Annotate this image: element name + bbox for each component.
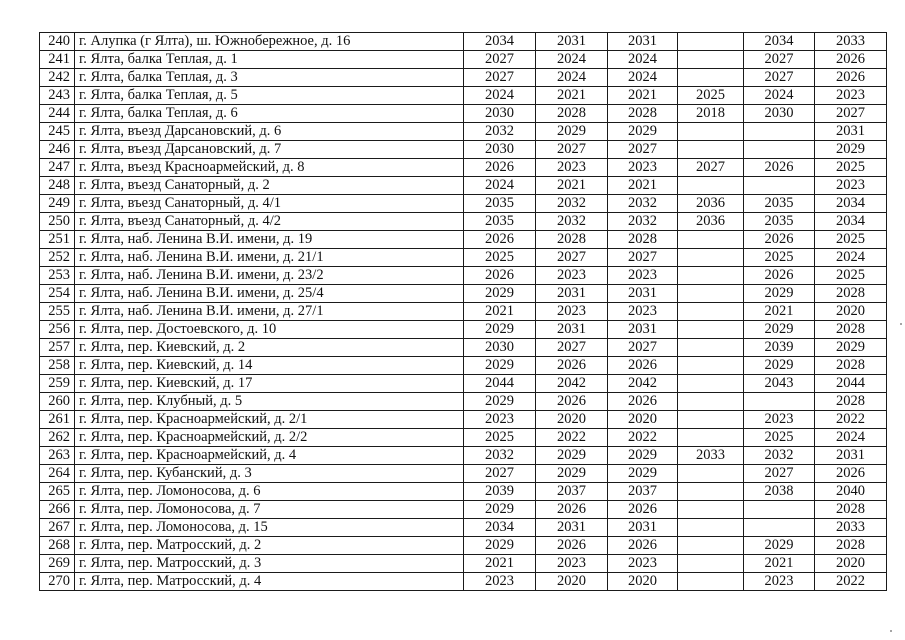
- cell-year-5: 2027: [744, 465, 815, 483]
- table-row: [40, 375, 887, 393]
- cell-year-5: [744, 123, 815, 141]
- cell-year-6: 2033: [815, 33, 887, 51]
- cell-year-6: 2024: [815, 429, 887, 447]
- cell-year-2: 2028: [536, 105, 608, 123]
- cell-row-number: 245: [40, 123, 75, 141]
- cell-address: г. Ялта, пер. Матросский, д. 3: [75, 555, 464, 573]
- cell-address: г. Ялта, балка Теплая, д. 6: [75, 105, 464, 123]
- cell-year-1: 2027: [464, 465, 536, 483]
- cell-year-3: 2023: [608, 159, 678, 177]
- cell-year-2: 2031: [536, 321, 608, 339]
- cell-year-5: [744, 393, 815, 411]
- table-row: [40, 447, 887, 465]
- scan-speck: [900, 323, 902, 325]
- cell-year-2: 2026: [536, 357, 608, 375]
- cell-year-3: 2028: [608, 105, 678, 123]
- cell-address: г. Ялта, въезд Дарсановский, д. 7: [75, 141, 464, 159]
- cell-year-4: [678, 33, 744, 51]
- cell-year-3: 2027: [608, 339, 678, 357]
- cell-year-1: 2029: [464, 393, 536, 411]
- cell-row-number: 251: [40, 231, 75, 249]
- cell-row-number: 242: [40, 69, 75, 87]
- cell-year-4: 2036: [678, 213, 744, 231]
- cell-year-6: 2024: [815, 249, 887, 267]
- cell-year-2: 2037: [536, 483, 608, 501]
- cell-year-4: 2018: [678, 105, 744, 123]
- cell-year-4: [678, 141, 744, 159]
- table-row: [40, 213, 887, 231]
- cell-address: г. Ялта, пер. Ломоносова, д. 15: [75, 519, 464, 537]
- cell-year-6: 2028: [815, 357, 887, 375]
- cell-year-3: 2029: [608, 447, 678, 465]
- cell-year-2: 2021: [536, 177, 608, 195]
- cell-year-6: 2022: [815, 573, 887, 591]
- cell-year-4: [678, 375, 744, 393]
- cell-year-6: 2028: [815, 285, 887, 303]
- cell-year-1: 2029: [464, 321, 536, 339]
- cell-year-3: 2020: [608, 573, 678, 591]
- cell-year-1: 2025: [464, 249, 536, 267]
- cell-year-4: [678, 357, 744, 375]
- cell-address: г. Ялта, въезд Санаторный, д. 4/1: [75, 195, 464, 213]
- table-row: [40, 573, 887, 591]
- table-row: [40, 393, 887, 411]
- cell-year-6: 2028: [815, 393, 887, 411]
- cell-year-4: [678, 69, 744, 87]
- cell-address: г. Ялта, въезд Санаторный, д. 4/2: [75, 213, 464, 231]
- cell-year-6: 2034: [815, 195, 887, 213]
- cell-row-number: 267: [40, 519, 75, 537]
- cell-year-4: [678, 123, 744, 141]
- cell-year-3: 2023: [608, 303, 678, 321]
- cell-year-1: 2023: [464, 411, 536, 429]
- cell-address: г. Ялта, пер. Киевский, д. 17: [75, 375, 464, 393]
- cell-year-4: [678, 303, 744, 321]
- cell-address: г. Ялта, въезд Санаторный, д. 2: [75, 177, 464, 195]
- cell-year-2: 2028: [536, 231, 608, 249]
- table-row: [40, 177, 887, 195]
- cell-year-2: 2029: [536, 447, 608, 465]
- cell-year-5: 2025: [744, 429, 815, 447]
- table-row: [40, 141, 887, 159]
- cell-year-2: 2023: [536, 303, 608, 321]
- cell-year-1: 2032: [464, 123, 536, 141]
- cell-year-2: 2023: [536, 159, 608, 177]
- cell-address: г. Ялта, пер. Достоевского, д. 10: [75, 321, 464, 339]
- cell-year-6: 2031: [815, 123, 887, 141]
- table-row: [40, 159, 887, 177]
- scan-speck: [890, 630, 892, 632]
- cell-row-number: 250: [40, 213, 75, 231]
- cell-year-1: 2029: [464, 357, 536, 375]
- cell-year-3: 2042: [608, 375, 678, 393]
- cell-year-3: 2026: [608, 393, 678, 411]
- cell-row-number: 256: [40, 321, 75, 339]
- table-row: [40, 321, 887, 339]
- cell-year-3: 2021: [608, 87, 678, 105]
- cell-address: г. Ялта, въезд Красноармейский, д. 8: [75, 159, 464, 177]
- table-row: [40, 501, 887, 519]
- cell-year-3: 2031: [608, 321, 678, 339]
- cell-address: г. Ялта, пер. Красноармейский, д. 2/2: [75, 429, 464, 447]
- cell-year-2: 2031: [536, 519, 608, 537]
- cell-year-4: [678, 177, 744, 195]
- cell-year-2: 2026: [536, 537, 608, 555]
- cell-year-4: [678, 339, 744, 357]
- cell-year-6: 2023: [815, 87, 887, 105]
- cell-row-number: 254: [40, 285, 75, 303]
- cell-year-4: 2033: [678, 447, 744, 465]
- cell-year-2: 2020: [536, 411, 608, 429]
- table-row: [40, 105, 887, 123]
- cell-year-4: [678, 249, 744, 267]
- cell-address: г. Ялта, наб. Ленина В.И. имени, д. 27/1: [75, 303, 464, 321]
- cell-year-6: 2020: [815, 303, 887, 321]
- cell-year-2: 2027: [536, 339, 608, 357]
- cell-year-6: 2044: [815, 375, 887, 393]
- cell-year-6: 2034: [815, 213, 887, 231]
- cell-year-4: 2036: [678, 195, 744, 213]
- cell-address: г. Ялта, балка Теплая, д. 1: [75, 51, 464, 69]
- cell-year-6: 2026: [815, 51, 887, 69]
- cell-year-5: [744, 177, 815, 195]
- cell-year-4: [678, 483, 744, 501]
- cell-year-1: 2021: [464, 303, 536, 321]
- cell-year-1: 2026: [464, 267, 536, 285]
- cell-row-number: 257: [40, 339, 75, 357]
- table-row: [40, 465, 887, 483]
- cell-year-1: 2029: [464, 537, 536, 555]
- cell-year-1: 2029: [464, 501, 536, 519]
- cell-year-2: 2026: [536, 501, 608, 519]
- table-row: [40, 555, 887, 573]
- cell-year-5: 2029: [744, 537, 815, 555]
- cell-year-1: 2039: [464, 483, 536, 501]
- cell-year-1: 2027: [464, 51, 536, 69]
- cell-year-1: 2026: [464, 159, 536, 177]
- cell-year-2: 2027: [536, 249, 608, 267]
- cell-row-number: 266: [40, 501, 75, 519]
- cell-address: г. Ялта, пер. Матросский, д. 2: [75, 537, 464, 555]
- cell-year-2: 2029: [536, 123, 608, 141]
- cell-year-6: 2033: [815, 519, 887, 537]
- cell-year-2: 2042: [536, 375, 608, 393]
- cell-year-6: 2026: [815, 465, 887, 483]
- cell-year-4: [678, 285, 744, 303]
- cell-year-2: 2024: [536, 51, 608, 69]
- table-row: [40, 339, 887, 357]
- cell-year-3: 2022: [608, 429, 678, 447]
- cell-year-4: [678, 411, 744, 429]
- cell-row-number: 260: [40, 393, 75, 411]
- cell-year-3: 2026: [608, 537, 678, 555]
- cell-year-3: 2023: [608, 555, 678, 573]
- cell-year-5: 2035: [744, 213, 815, 231]
- cell-year-5: 2024: [744, 87, 815, 105]
- cell-row-number: 269: [40, 555, 75, 573]
- cell-year-6: 2025: [815, 267, 887, 285]
- cell-year-5: 2027: [744, 69, 815, 87]
- cell-year-1: 2035: [464, 213, 536, 231]
- table-row: [40, 87, 887, 105]
- table-row: [40, 411, 887, 429]
- cell-year-4: [678, 501, 744, 519]
- cell-year-5: 2043: [744, 375, 815, 393]
- cell-year-3: 2027: [608, 249, 678, 267]
- cell-year-5: 2021: [744, 303, 815, 321]
- cell-year-2: 2029: [536, 465, 608, 483]
- cell-year-6: 2040: [815, 483, 887, 501]
- cell-year-3: 2032: [608, 195, 678, 213]
- cell-year-6: 2020: [815, 555, 887, 573]
- table-row: [40, 33, 887, 51]
- table-row: [40, 285, 887, 303]
- table-row: [40, 51, 887, 69]
- cell-year-4: [678, 267, 744, 285]
- cell-year-1: 2024: [464, 87, 536, 105]
- cell-row-number: 264: [40, 465, 75, 483]
- cell-year-3: 2021: [608, 177, 678, 195]
- cell-year-3: 2020: [608, 411, 678, 429]
- cell-year-1: 2034: [464, 519, 536, 537]
- cell-year-4: [678, 51, 744, 69]
- cell-year-1: 2021: [464, 555, 536, 573]
- cell-row-number: 255: [40, 303, 75, 321]
- cell-year-5: 2021: [744, 555, 815, 573]
- cell-year-5: 2025: [744, 249, 815, 267]
- cell-year-6: 2027: [815, 105, 887, 123]
- cell-year-5: 2029: [744, 285, 815, 303]
- table-row: [40, 537, 887, 555]
- cell-year-5: 2026: [744, 267, 815, 285]
- table-row: [40, 123, 887, 141]
- cell-year-1: 2024: [464, 177, 536, 195]
- cell-year-2: 2022: [536, 429, 608, 447]
- cell-year-4: 2027: [678, 159, 744, 177]
- cell-row-number: 240: [40, 33, 75, 51]
- cell-year-5: 2029: [744, 357, 815, 375]
- cell-year-5: 2023: [744, 411, 815, 429]
- cell-year-4: 2025: [678, 87, 744, 105]
- cell-year-3: 2023: [608, 267, 678, 285]
- table-row: [40, 249, 887, 267]
- cell-year-2: 2032: [536, 195, 608, 213]
- cell-row-number: 246: [40, 141, 75, 159]
- cell-address: г. Ялта, наб. Ленина В.И. имени, д. 25/4: [75, 285, 464, 303]
- cell-year-4: [678, 537, 744, 555]
- cell-year-3: 2029: [608, 465, 678, 483]
- cell-year-4: [678, 231, 744, 249]
- cell-year-2: 2024: [536, 69, 608, 87]
- cell-year-2: 2023: [536, 267, 608, 285]
- cell-row-number: 241: [40, 51, 75, 69]
- cell-year-5: 2023: [744, 573, 815, 591]
- table-row: [40, 429, 887, 447]
- cell-year-5: 2027: [744, 51, 815, 69]
- cell-year-3: 2024: [608, 51, 678, 69]
- cell-year-6: 2023: [815, 177, 887, 195]
- cell-year-3: 2029: [608, 123, 678, 141]
- cell-year-4: [678, 321, 744, 339]
- cell-address: г. Алупка (г Ялта), ш. Южнобережное, д. 16: [75, 33, 464, 51]
- cell-row-number: 270: [40, 573, 75, 591]
- cell-year-3: 2027: [608, 141, 678, 159]
- cell-address: г. Ялта, пер. Ломоносова, д. 7: [75, 501, 464, 519]
- cell-address: г. Ялта, наб. Ленина В.И. имени, д. 19: [75, 231, 464, 249]
- cell-year-5: [744, 501, 815, 519]
- table-row: [40, 267, 887, 285]
- cell-row-number: 262: [40, 429, 75, 447]
- cell-year-6: 2028: [815, 501, 887, 519]
- table-row: [40, 483, 887, 501]
- cell-year-1: 2029: [464, 285, 536, 303]
- cell-address: г. Ялта, пер. Ломоносова, д. 6: [75, 483, 464, 501]
- cell-year-1: 2025: [464, 429, 536, 447]
- cell-year-1: 2023: [464, 573, 536, 591]
- table-row: [40, 231, 887, 249]
- table-row: [40, 195, 887, 213]
- cell-year-5: 2034: [744, 33, 815, 51]
- cell-year-1: 2030: [464, 339, 536, 357]
- cell-address: г. Ялта, пер. Матросский, д. 4: [75, 573, 464, 591]
- cell-year-4: [678, 393, 744, 411]
- table-row: [40, 357, 887, 375]
- cell-year-5: 2032: [744, 447, 815, 465]
- cell-year-2: 2020: [536, 573, 608, 591]
- cell-year-1: 2032: [464, 447, 536, 465]
- cell-address: г. Ялта, пер. Красноармейский, д. 4: [75, 447, 464, 465]
- cell-row-number: 258: [40, 357, 75, 375]
- cell-year-6: 2028: [815, 321, 887, 339]
- cell-year-5: [744, 519, 815, 537]
- table-body: [40, 33, 887, 591]
- cell-year-3: 2031: [608, 519, 678, 537]
- cell-year-3: 2032: [608, 213, 678, 231]
- cell-year-6: 2025: [815, 159, 887, 177]
- cell-year-2: 2026: [536, 393, 608, 411]
- cell-year-1: 2035: [464, 195, 536, 213]
- cell-year-1: 2026: [464, 231, 536, 249]
- cell-year-1: 2030: [464, 105, 536, 123]
- cell-year-5: [744, 141, 815, 159]
- cell-address: г. Ялта, въезд Дарсановский, д. 6: [75, 123, 464, 141]
- cell-row-number: 247: [40, 159, 75, 177]
- cell-address: г. Ялта, пер. Клубный, д. 5: [75, 393, 464, 411]
- cell-year-1: 2030: [464, 141, 536, 159]
- table-row: [40, 303, 887, 321]
- cell-address: г. Ялта, пер. Киевский, д. 14: [75, 357, 464, 375]
- cell-year-1: 2044: [464, 375, 536, 393]
- cell-year-1: 2027: [464, 69, 536, 87]
- cell-year-6: 2031: [815, 447, 887, 465]
- cell-row-number: 263: [40, 447, 75, 465]
- cell-row-number: 259: [40, 375, 75, 393]
- table-row: [40, 519, 887, 537]
- cell-year-2: 2021: [536, 87, 608, 105]
- cell-year-6: 2022: [815, 411, 887, 429]
- cell-row-number: 268: [40, 537, 75, 555]
- cell-row-number: 265: [40, 483, 75, 501]
- cell-year-6: 2026: [815, 69, 887, 87]
- cell-year-5: 2038: [744, 483, 815, 501]
- cell-row-number: 244: [40, 105, 75, 123]
- cell-year-2: 2031: [536, 33, 608, 51]
- cell-address: г. Ялта, пер. Киевский, д. 2: [75, 339, 464, 357]
- cell-row-number: 243: [40, 87, 75, 105]
- cell-row-number: 248: [40, 177, 75, 195]
- cell-year-3: 2026: [608, 357, 678, 375]
- cell-year-3: 2028: [608, 231, 678, 249]
- cell-year-6: 2028: [815, 537, 887, 555]
- cell-row-number: 252: [40, 249, 75, 267]
- cell-row-number: 249: [40, 195, 75, 213]
- cell-year-5: 2026: [744, 159, 815, 177]
- cell-address: г. Ялта, наб. Ленина В.И. имени, д. 23/2: [75, 267, 464, 285]
- cell-year-6: 2029: [815, 141, 887, 159]
- cell-row-number: 253: [40, 267, 75, 285]
- cell-year-2: 2027: [536, 141, 608, 159]
- cell-year-3: 2031: [608, 33, 678, 51]
- cell-year-4: [678, 555, 744, 573]
- cell-address: г. Ялта, пер. Красноармейский, д. 2/1: [75, 411, 464, 429]
- cell-row-number: 261: [40, 411, 75, 429]
- cell-year-5: 2029: [744, 321, 815, 339]
- cell-year-4: [678, 573, 744, 591]
- schedule-table: [39, 32, 887, 591]
- cell-year-5: 2026: [744, 231, 815, 249]
- cell-year-6: 2029: [815, 339, 887, 357]
- cell-year-5: 2030: [744, 105, 815, 123]
- cell-address: г. Ялта, пер. Кубанский, д. 3: [75, 465, 464, 483]
- cell-address: г. Ялта, наб. Ленина В.И. имени, д. 21/1: [75, 249, 464, 267]
- cell-year-1: 2034: [464, 33, 536, 51]
- table-row: [40, 69, 887, 87]
- cell-year-4: [678, 465, 744, 483]
- cell-year-2: 2031: [536, 285, 608, 303]
- cell-year-5: 2039: [744, 339, 815, 357]
- cell-year-4: [678, 519, 744, 537]
- cell-year-5: 2035: [744, 195, 815, 213]
- cell-year-2: 2032: [536, 213, 608, 231]
- cell-address: г. Ялта, балка Теплая, д. 5: [75, 87, 464, 105]
- cell-year-3: 2037: [608, 483, 678, 501]
- cell-address: г. Ялта, балка Теплая, д. 3: [75, 69, 464, 87]
- cell-year-6: 2025: [815, 231, 887, 249]
- cell-year-3: 2024: [608, 69, 678, 87]
- cell-year-4: [678, 429, 744, 447]
- cell-year-2: 2023: [536, 555, 608, 573]
- cell-year-3: 2031: [608, 285, 678, 303]
- cell-year-3: 2026: [608, 501, 678, 519]
